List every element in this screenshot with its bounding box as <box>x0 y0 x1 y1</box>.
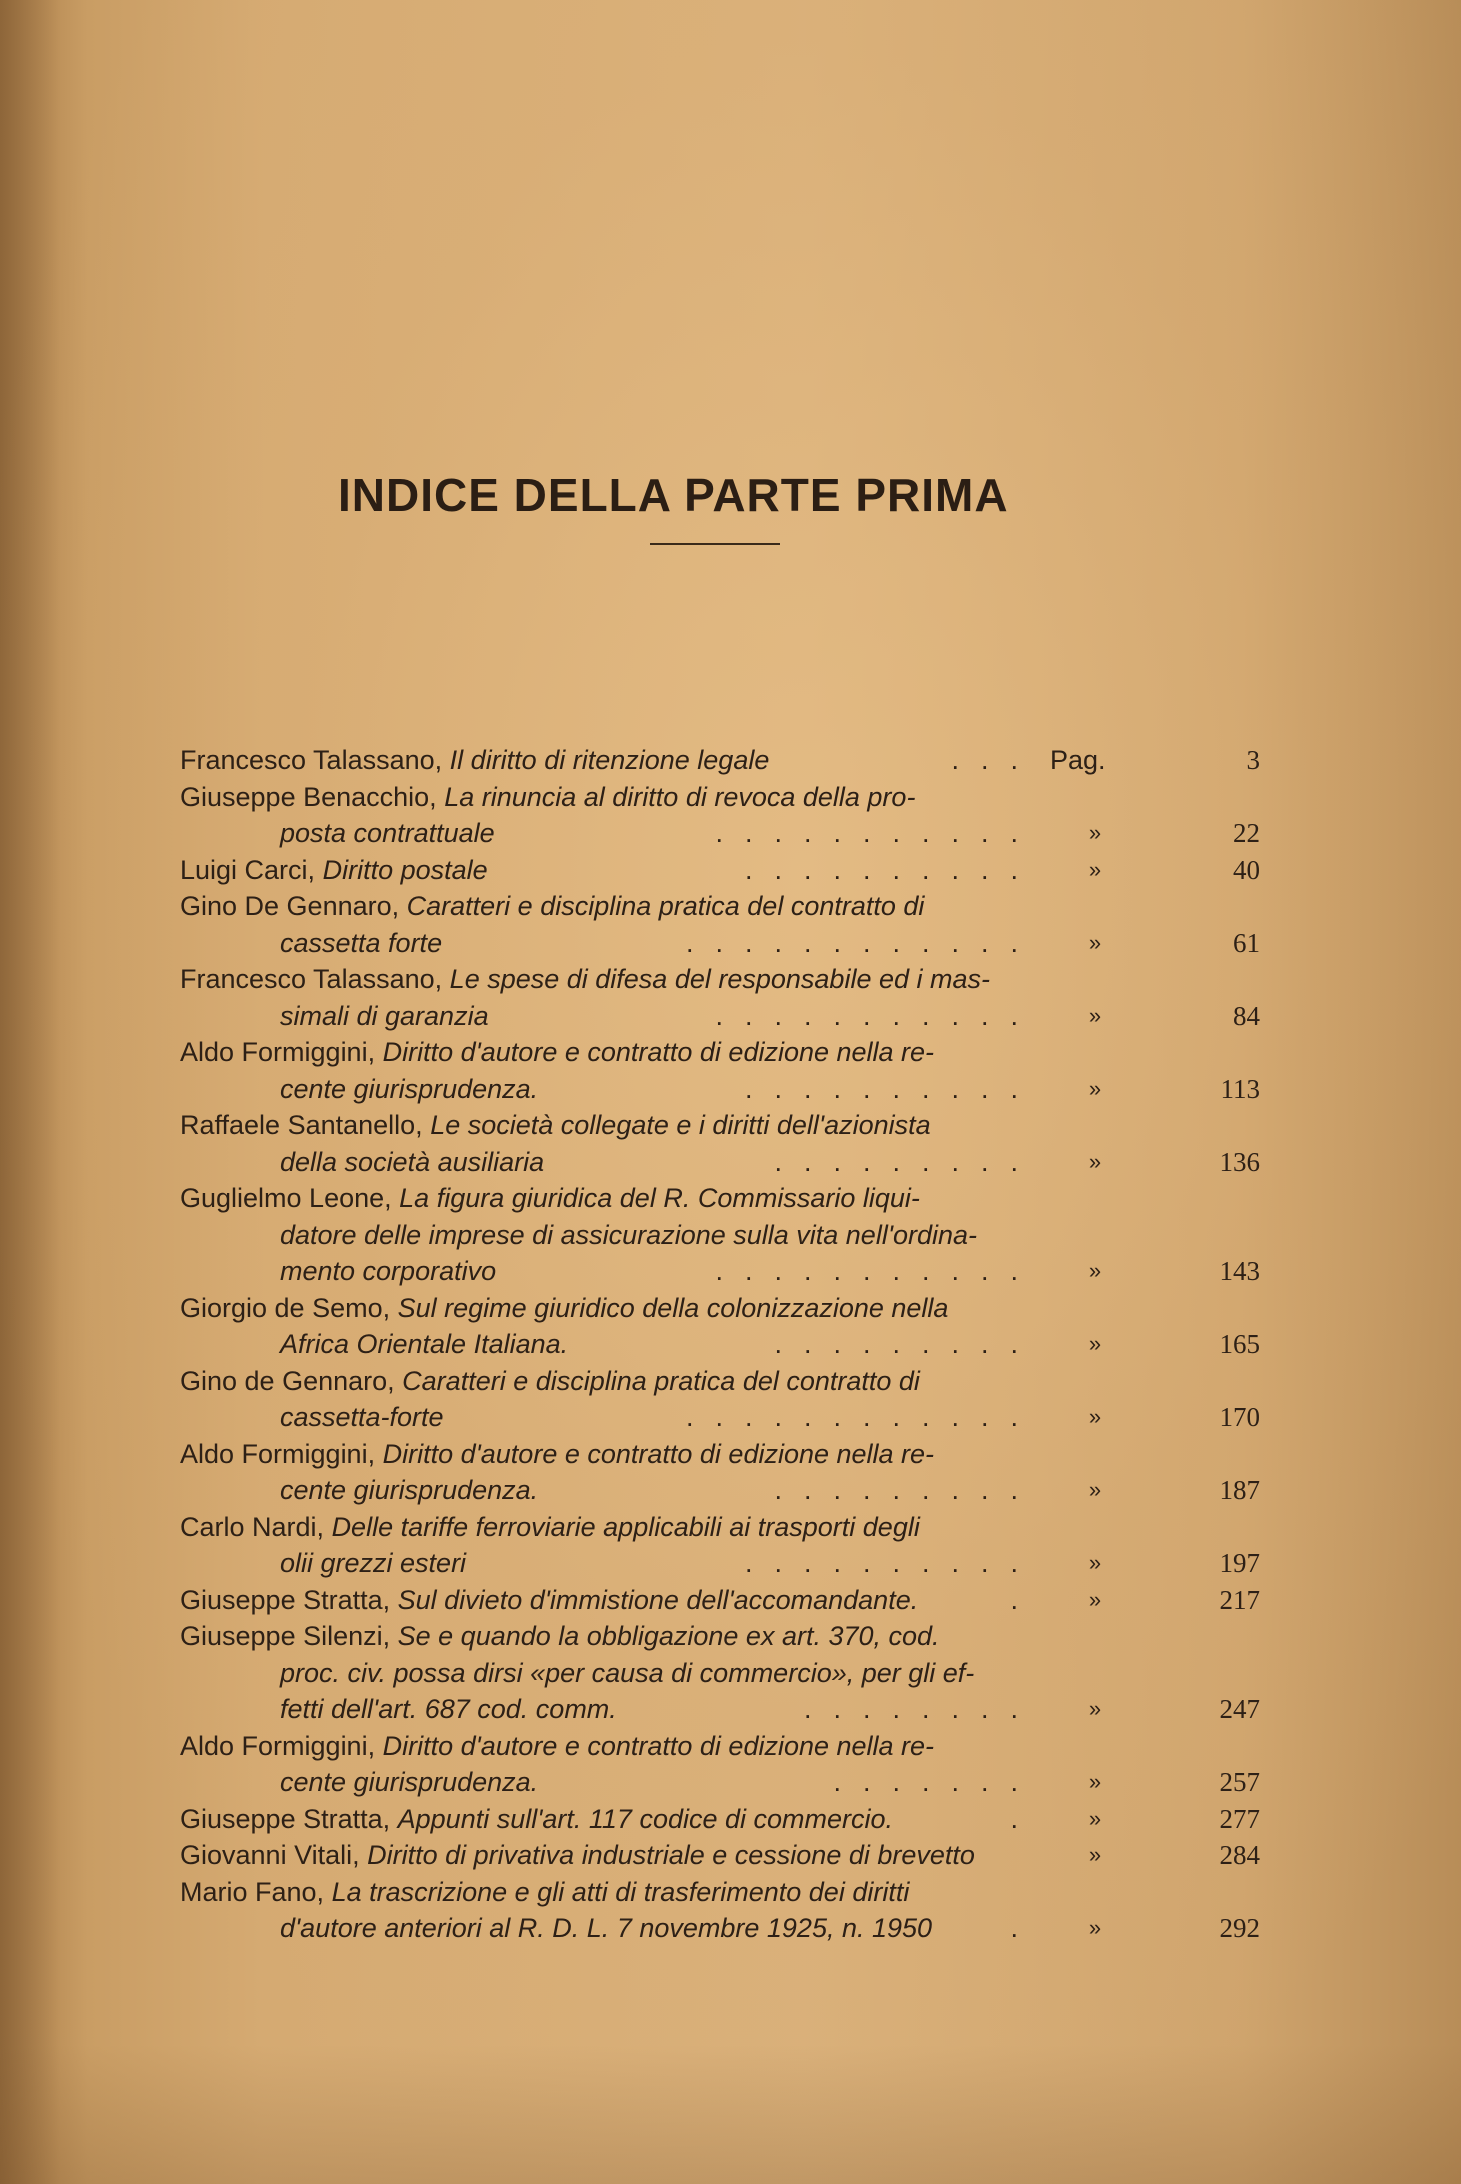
toc-author: Giovanni Vitali, <box>180 1840 360 1870</box>
toc-entry-first-line <box>180 1837 1260 1874</box>
page-reference <box>1040 1910 1260 1947</box>
toc-entry-continuation-line <box>180 1399 1260 1436</box>
page-reference <box>1040 998 1260 1035</box>
toc-entry-continuation-line <box>180 1910 1260 1947</box>
toc-work-title: Appunti sull'art. 117 codice di commercio. <box>397 1803 894 1834</box>
toc-work-title: La trascrizione e gli atti di trasferimento dei diritti <box>331 1876 910 1907</box>
toc-entry <box>180 961 1260 1034</box>
toc-entry <box>180 1728 1260 1801</box>
toc-entry-first-line <box>180 1290 1260 1327</box>
page-number: 84 <box>1233 1000 1260 1031</box>
toc-work-title: Africa Orientale Italiana. <box>280 1329 569 1359</box>
page-number: 3 <box>1246 745 1260 775</box>
toc-author: Aldo Formiggini, <box>180 1037 376 1067</box>
toc-entry <box>180 852 1260 889</box>
table-of-contents <box>180 742 1260 1947</box>
toc-author: Carlo Nardi, <box>180 1511 325 1542</box>
toc-work-title: La figura giuridica del R. Commissario liqui- <box>399 1183 920 1213</box>
toc-entry <box>180 1290 1260 1363</box>
page-marker: » <box>1088 1258 1102 1283</box>
page-reference <box>1040 1326 1260 1363</box>
toc-work-title: mento corporativo <box>280 1256 497 1286</box>
page-reference <box>1040 1472 1260 1509</box>
toc-entry-continuation-line <box>180 1217 1260 1254</box>
toc-entry-first-line <box>180 1034 1260 1071</box>
page-reference <box>1040 1144 1260 1181</box>
toc-entry <box>180 1509 1260 1582</box>
toc-work-title: datore delle imprese di assicurazione sulla vita nell'ordina- <box>280 1219 978 1250</box>
toc-entry <box>180 888 1260 961</box>
leader-dots: ......... <box>774 1329 1040 1359</box>
toc-entry-first-line <box>180 1874 1260 1911</box>
toc-work-title: Diritto postale <box>322 854 488 885</box>
toc-entry <box>180 742 1260 779</box>
toc-entry <box>180 1801 1260 1838</box>
toc-work-title: Caratteri e disciplina pratica del contratto di <box>402 1365 920 1396</box>
toc-author: Francesco Talassano, <box>180 745 443 775</box>
leader-dots: ........... <box>715 818 1040 848</box>
toc-entry-first-line <box>180 779 1260 816</box>
leader-dots: ....... <box>833 1767 1040 1797</box>
page-number: 197 <box>1219 1548 1260 1578</box>
toc-author: Giorgio de Semo, <box>180 1292 391 1323</box>
page-number: 187 <box>1219 1475 1260 1505</box>
toc-work-title: Diritto d'autore e contratto di edizione nella re- <box>382 1438 935 1469</box>
page-number: 284 <box>1219 1840 1260 1870</box>
page-marker: » <box>1088 1148 1102 1174</box>
page-reference <box>1040 1837 1260 1874</box>
toc-author: Aldo Formiggini, <box>180 1438 376 1469</box>
toc-entry <box>180 1436 1260 1509</box>
toc-work-title: cente giurisprudenza. <box>280 1475 539 1505</box>
page-reference <box>1040 1691 1260 1728</box>
toc-work-title: Diritto di privativa industriale e cessione di brevetto <box>367 1840 975 1870</box>
toc-entry-first-line <box>180 1509 1260 1546</box>
toc-work-title: Diritto d'autore e contratto di edizione nella re- <box>382 1037 935 1067</box>
page-title: INDICE DELLA PARTE PRIMA <box>338 469 1009 521</box>
toc-entry <box>180 1874 1260 1947</box>
toc-work-title: d'autore anteriori al R. D. L. 7 novembre 1925, n. 1950 <box>280 1913 933 1943</box>
page-number: 170 <box>1219 1402 1260 1432</box>
toc-entry-first-line <box>180 1436 1260 1473</box>
toc-entry-continuation-line <box>180 1326 1260 1363</box>
toc-entry-continuation-line <box>180 815 1260 852</box>
page-marker: » <box>1088 1586 1102 1612</box>
toc-work-title: Le società collegate e i diritti dell'azionista <box>430 1110 931 1140</box>
leader-dots: ........ <box>803 1694 1040 1724</box>
toc-author: Gino De Gennaro, <box>180 891 400 921</box>
toc-entry-first-line <box>180 742 1260 779</box>
page-marker: » <box>1088 1769 1102 1794</box>
page-number: 136 <box>1219 1146 1260 1177</box>
toc-entry-first-line <box>180 1582 1260 1619</box>
page-marker: » <box>1088 1404 1102 1429</box>
toc-entry <box>180 1618 1260 1728</box>
toc-author: Gino de Gennaro, <box>180 1365 395 1396</box>
page-number: 277 <box>1219 1803 1260 1834</box>
page-marker: » <box>1088 1477 1102 1502</box>
page-number: 143 <box>1219 1256 1260 1286</box>
page-marker: » <box>1088 1550 1102 1575</box>
page-reference <box>1040 1764 1260 1801</box>
toc-work-title: olii grezzi esteri <box>280 1548 467 1578</box>
page-marker: » <box>1088 1696 1102 1721</box>
toc-author: Giuseppe Silenzi, <box>180 1621 391 1651</box>
page-number: 61 <box>1233 927 1260 958</box>
title-divider <box>650 543 780 545</box>
page-number: 165 <box>1219 1329 1260 1359</box>
page-reference <box>1040 925 1260 962</box>
toc-work-title: fetti dell'art. 687 cod. comm. <box>280 1694 617 1724</box>
leader-dots: ............ <box>685 927 1040 958</box>
page-reference <box>1040 1253 1260 1290</box>
toc-work-title: cassetta forte <box>280 927 443 958</box>
toc-work-title: cassetta-forte <box>280 1402 444 1432</box>
page-reference <box>1040 742 1260 779</box>
page-marker: » <box>1088 1002 1102 1028</box>
toc-entry-first-line <box>180 1801 1260 1838</box>
leader-dots: .......... <box>744 1548 1040 1578</box>
toc-entry-continuation-line <box>180 998 1260 1035</box>
toc-entry <box>180 1837 1260 1874</box>
toc-author: Luigi Carci, <box>180 854 316 885</box>
leader-dots: ........... <box>715 1256 1040 1286</box>
toc-entry <box>180 1180 1260 1290</box>
leader-dots: ............ <box>685 1402 1040 1432</box>
page-number: 22 <box>1233 818 1260 848</box>
toc-entry-first-line <box>180 1728 1260 1765</box>
toc-entry-continuation-line <box>180 1764 1260 1801</box>
toc-entry <box>180 1034 1260 1107</box>
page-number: 257 <box>1219 1767 1260 1797</box>
page-number: 217 <box>1219 1584 1260 1615</box>
toc-entry-continuation-line <box>180 1071 1260 1108</box>
toc-entry-continuation-line <box>180 925 1260 962</box>
toc-entry-first-line <box>180 852 1260 889</box>
toc-entry <box>180 1582 1260 1619</box>
page-reference <box>1040 1545 1260 1582</box>
toc-entry-continuation-line <box>180 1253 1260 1290</box>
toc-work-title: La rinuncia al diritto di revoca della pro- <box>444 781 916 812</box>
page-marker: » <box>1088 1331 1102 1356</box>
page-number: 292 <box>1219 1913 1260 1943</box>
page-marker: » <box>1088 1075 1102 1101</box>
leader-dots: ......... <box>774 1146 1040 1177</box>
leader-dots: .......... <box>744 854 1040 885</box>
toc-work-title: posta contrattuale <box>280 818 495 848</box>
page-reference <box>1040 1801 1260 1838</box>
leader-dots: . <box>1010 1803 1040 1834</box>
toc-author: Francesco Talassano, <box>180 964 443 994</box>
page-reference <box>1040 852 1260 889</box>
leader-dots: ... <box>951 745 1040 775</box>
leader-dots: . <box>1010 1584 1040 1615</box>
toc-work-title: Sul regime giuridico della colonizzazione nella <box>397 1292 949 1323</box>
toc-entry-first-line <box>180 888 1260 925</box>
page-marker: » <box>1088 929 1102 955</box>
toc-author: Giuseppe Stratta, <box>180 1584 391 1615</box>
toc-work-title: cente giurisprudenza. <box>280 1073 539 1104</box>
page-marker: » <box>1088 856 1102 882</box>
toc-entry-continuation-line <box>180 1691 1260 1728</box>
toc-work-title: Le spese di difesa del responsabile ed i mas- <box>449 964 990 994</box>
page-marker: » <box>1088 1805 1102 1831</box>
page-marker: » <box>1088 1915 1102 1940</box>
toc-author: Giuseppe Benacchio, <box>180 781 437 812</box>
toc-entry-continuation-line <box>180 1545 1260 1582</box>
page-marker: » <box>1088 820 1102 845</box>
toc-entry-first-line <box>180 1363 1260 1400</box>
toc-entry <box>180 779 1260 852</box>
toc-author: Mario Fano, <box>180 1876 325 1907</box>
toc-work-title: proc. civ. possa dirsi «per causa di commercio», per gli ef- <box>280 1657 975 1688</box>
page-reference <box>1040 1399 1260 1436</box>
toc-work-title: Delle tariffe ferroviarie applicabili ai trasporti degli <box>331 1511 920 1542</box>
toc-entry-first-line <box>180 1618 1260 1655</box>
toc-entry-continuation-line <box>180 1655 1260 1692</box>
toc-work-title: Se e quando la obbligazione ex art. 370, cod. <box>397 1621 940 1651</box>
page-number: 113 <box>1220 1073 1260 1104</box>
toc-work-title: della società ausiliaria <box>280 1146 545 1177</box>
toc-entry <box>180 1363 1260 1436</box>
toc-author: Guglielmo Leone, <box>180 1183 392 1213</box>
toc-author: Giuseppe Stratta, <box>180 1803 391 1834</box>
toc-work-title: cente giurisprudenza. <box>280 1767 539 1797</box>
toc-author: Raffaele Santanello, <box>180 1110 423 1140</box>
toc-work-title: Sul divieto d'immistione dell'accomandante. <box>397 1584 919 1615</box>
page-reference <box>1040 1582 1260 1619</box>
page-marker: » <box>1088 1842 1102 1867</box>
toc-work-title: Diritto d'autore e contratto di edizione nella re- <box>382 1730 935 1761</box>
toc-work-title: Il diritto di ritenzione legale <box>449 745 770 775</box>
page-marker: Pag. <box>1050 745 1106 775</box>
toc-work-title: simali di garanzia <box>280 1000 489 1031</box>
toc-entry-first-line <box>180 961 1260 998</box>
page-reference <box>1040 1071 1260 1108</box>
toc-entry-first-line <box>180 1180 1260 1217</box>
toc-author: Aldo Formiggini, <box>180 1730 376 1761</box>
page-reference <box>1040 815 1260 852</box>
leader-dots: ........... <box>715 1000 1040 1031</box>
leader-dots: .......... <box>744 1073 1040 1104</box>
toc-entry <box>180 1107 1260 1180</box>
page-number: 40 <box>1233 854 1260 885</box>
toc-work-title: Caratteri e disciplina pratica del contratto di <box>406 891 925 921</box>
toc-entry-first-line <box>180 1107 1260 1144</box>
toc-entry-continuation-line <box>180 1472 1260 1509</box>
leader-dots: ......... <box>774 1475 1040 1505</box>
leader-dots: . <box>1010 1913 1040 1943</box>
toc-entry-continuation-line <box>180 1144 1260 1181</box>
page-number: 247 <box>1219 1694 1260 1724</box>
